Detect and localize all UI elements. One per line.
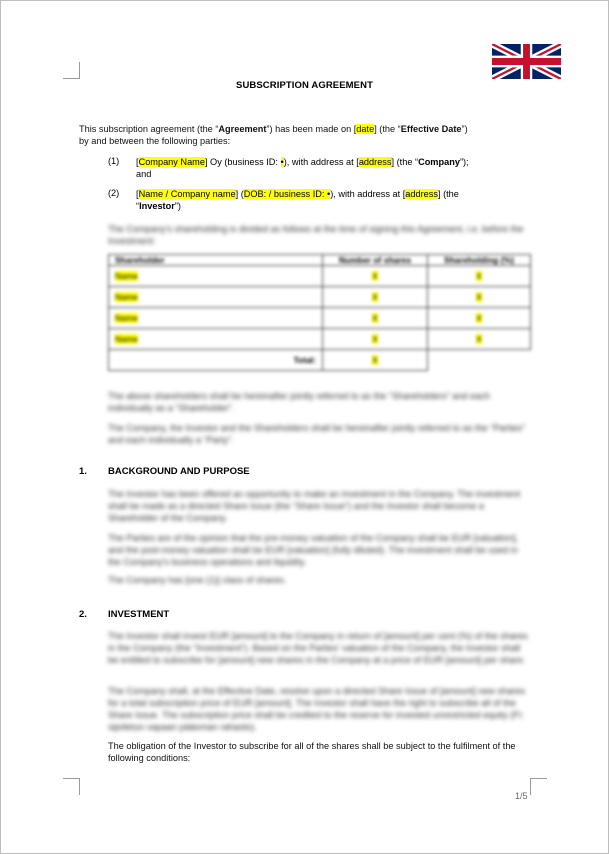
address-placeholder: address [358, 157, 392, 167]
party-2-number: (2) [108, 188, 120, 198]
shareholders-definition: The above shareholders shall be hereinafter jointly referred to as the “Shareholders” and each individually as a “Shareholder”. [108, 391, 491, 413]
page-number: 1/5 [515, 791, 528, 801]
intro-paragraph: This subscription agreement (the “Agreement”) has been made on [date] (the “Effective Date”) by and between the following parties: [79, 124, 468, 146]
investor-name-placeholder: Name / Company name [138, 189, 236, 199]
background-paragraph-1: The Investor has been offered an opportunity to make an investment in the Company. The investment shall be made as a directed Share Issue (the “Share Issue”) and the Investor shall become a Shareholder of the Company. [108, 489, 521, 523]
table-row: Name X X [109, 308, 531, 329]
party-1-clause: [Company Name] Oy (business ID: •), with address at [address] (the “Company”); and [136, 157, 469, 179]
section-2-number: 2. [79, 609, 87, 620]
background-paragraph-3: The Company has [one (1)] class of shares. [108, 575, 287, 585]
uk-flag-icon [492, 44, 561, 79]
shareholding-table: Shareholder Number of shares Shareholding (%) Name X X Name X X Name X X Name X X Total: X [108, 254, 531, 371]
background-paragraph-2: The Parties are of the opinion that the pre-money valuation of the Company shall be EUR [valuation], and the post-money valuation shall be EUR [valuation] (fully diluted). The investment shall be used in the Company's business operations and liquidity. [108, 533, 519, 567]
address-placeholder: address [405, 189, 438, 199]
table-row: Name X X [109, 287, 531, 308]
investment-paragraph-1: The Investor shall invest EUR [amount] to the Company in return of [amount] per cent (%) of the shares in the Company (the “Investment”). Based on the Parties' valuation of the Company, the Investor shall be entitled to subscribe for [amount] new shares in the Company at a price of EUR [amount] per share. [108, 631, 528, 665]
company-name-placeholder: Company Name [138, 157, 205, 167]
crop-mark-bottom-left [63, 778, 80, 795]
investment-paragraph-2: The Company shall, at the Effective Date, resolve upon a directed Share Issue of [amount] new shares for a total subscription price of EUR [amount]. The Investor shall have the right to subscribe all of the Share Issue. The subscription price shall be credited to the reserve for invested unrestricted equity (Fi: sijoitetun vapaan pääoman rahasto). [108, 686, 526, 732]
document-title: SUBSCRIPTION AGREEMENT [236, 80, 373, 91]
shareholding-intro: The Company's shareholding is divided as follows at the time of signing this Agreement, i.e. before the Investment: [108, 224, 524, 246]
table-row: Name X X [109, 329, 531, 350]
obligation-paragraph: The obligation of the Investor to subscribe for all of the shares shall be subject to the fulfilment of the following conditions: [108, 741, 516, 763]
date-placeholder: date [356, 124, 375, 134]
dob-placeholder: DOB: / business ID: [243, 189, 327, 199]
section-1-title: BACKGROUND AND PURPOSE [108, 466, 250, 477]
section-2-title: INVESTMENT [108, 609, 170, 620]
crop-mark-top-left [63, 62, 80, 79]
crop-mark-bottom-right [530, 778, 547, 795]
table-total-row: Total: X [109, 350, 531, 371]
party-2-clause: [Name / Company name] (DOB: / business ID: •), with address at [address] (the “Investor”) [136, 189, 459, 211]
parties-definition: The Company, the Investor and the Shareholders shall be hereinafter jointly referred to as the “Parties” and each individually a “Party”. [108, 423, 526, 445]
section-1-number: 1. [79, 466, 87, 477]
party-1-number: (1) [108, 156, 120, 166]
table-row: Name X X [109, 266, 531, 287]
